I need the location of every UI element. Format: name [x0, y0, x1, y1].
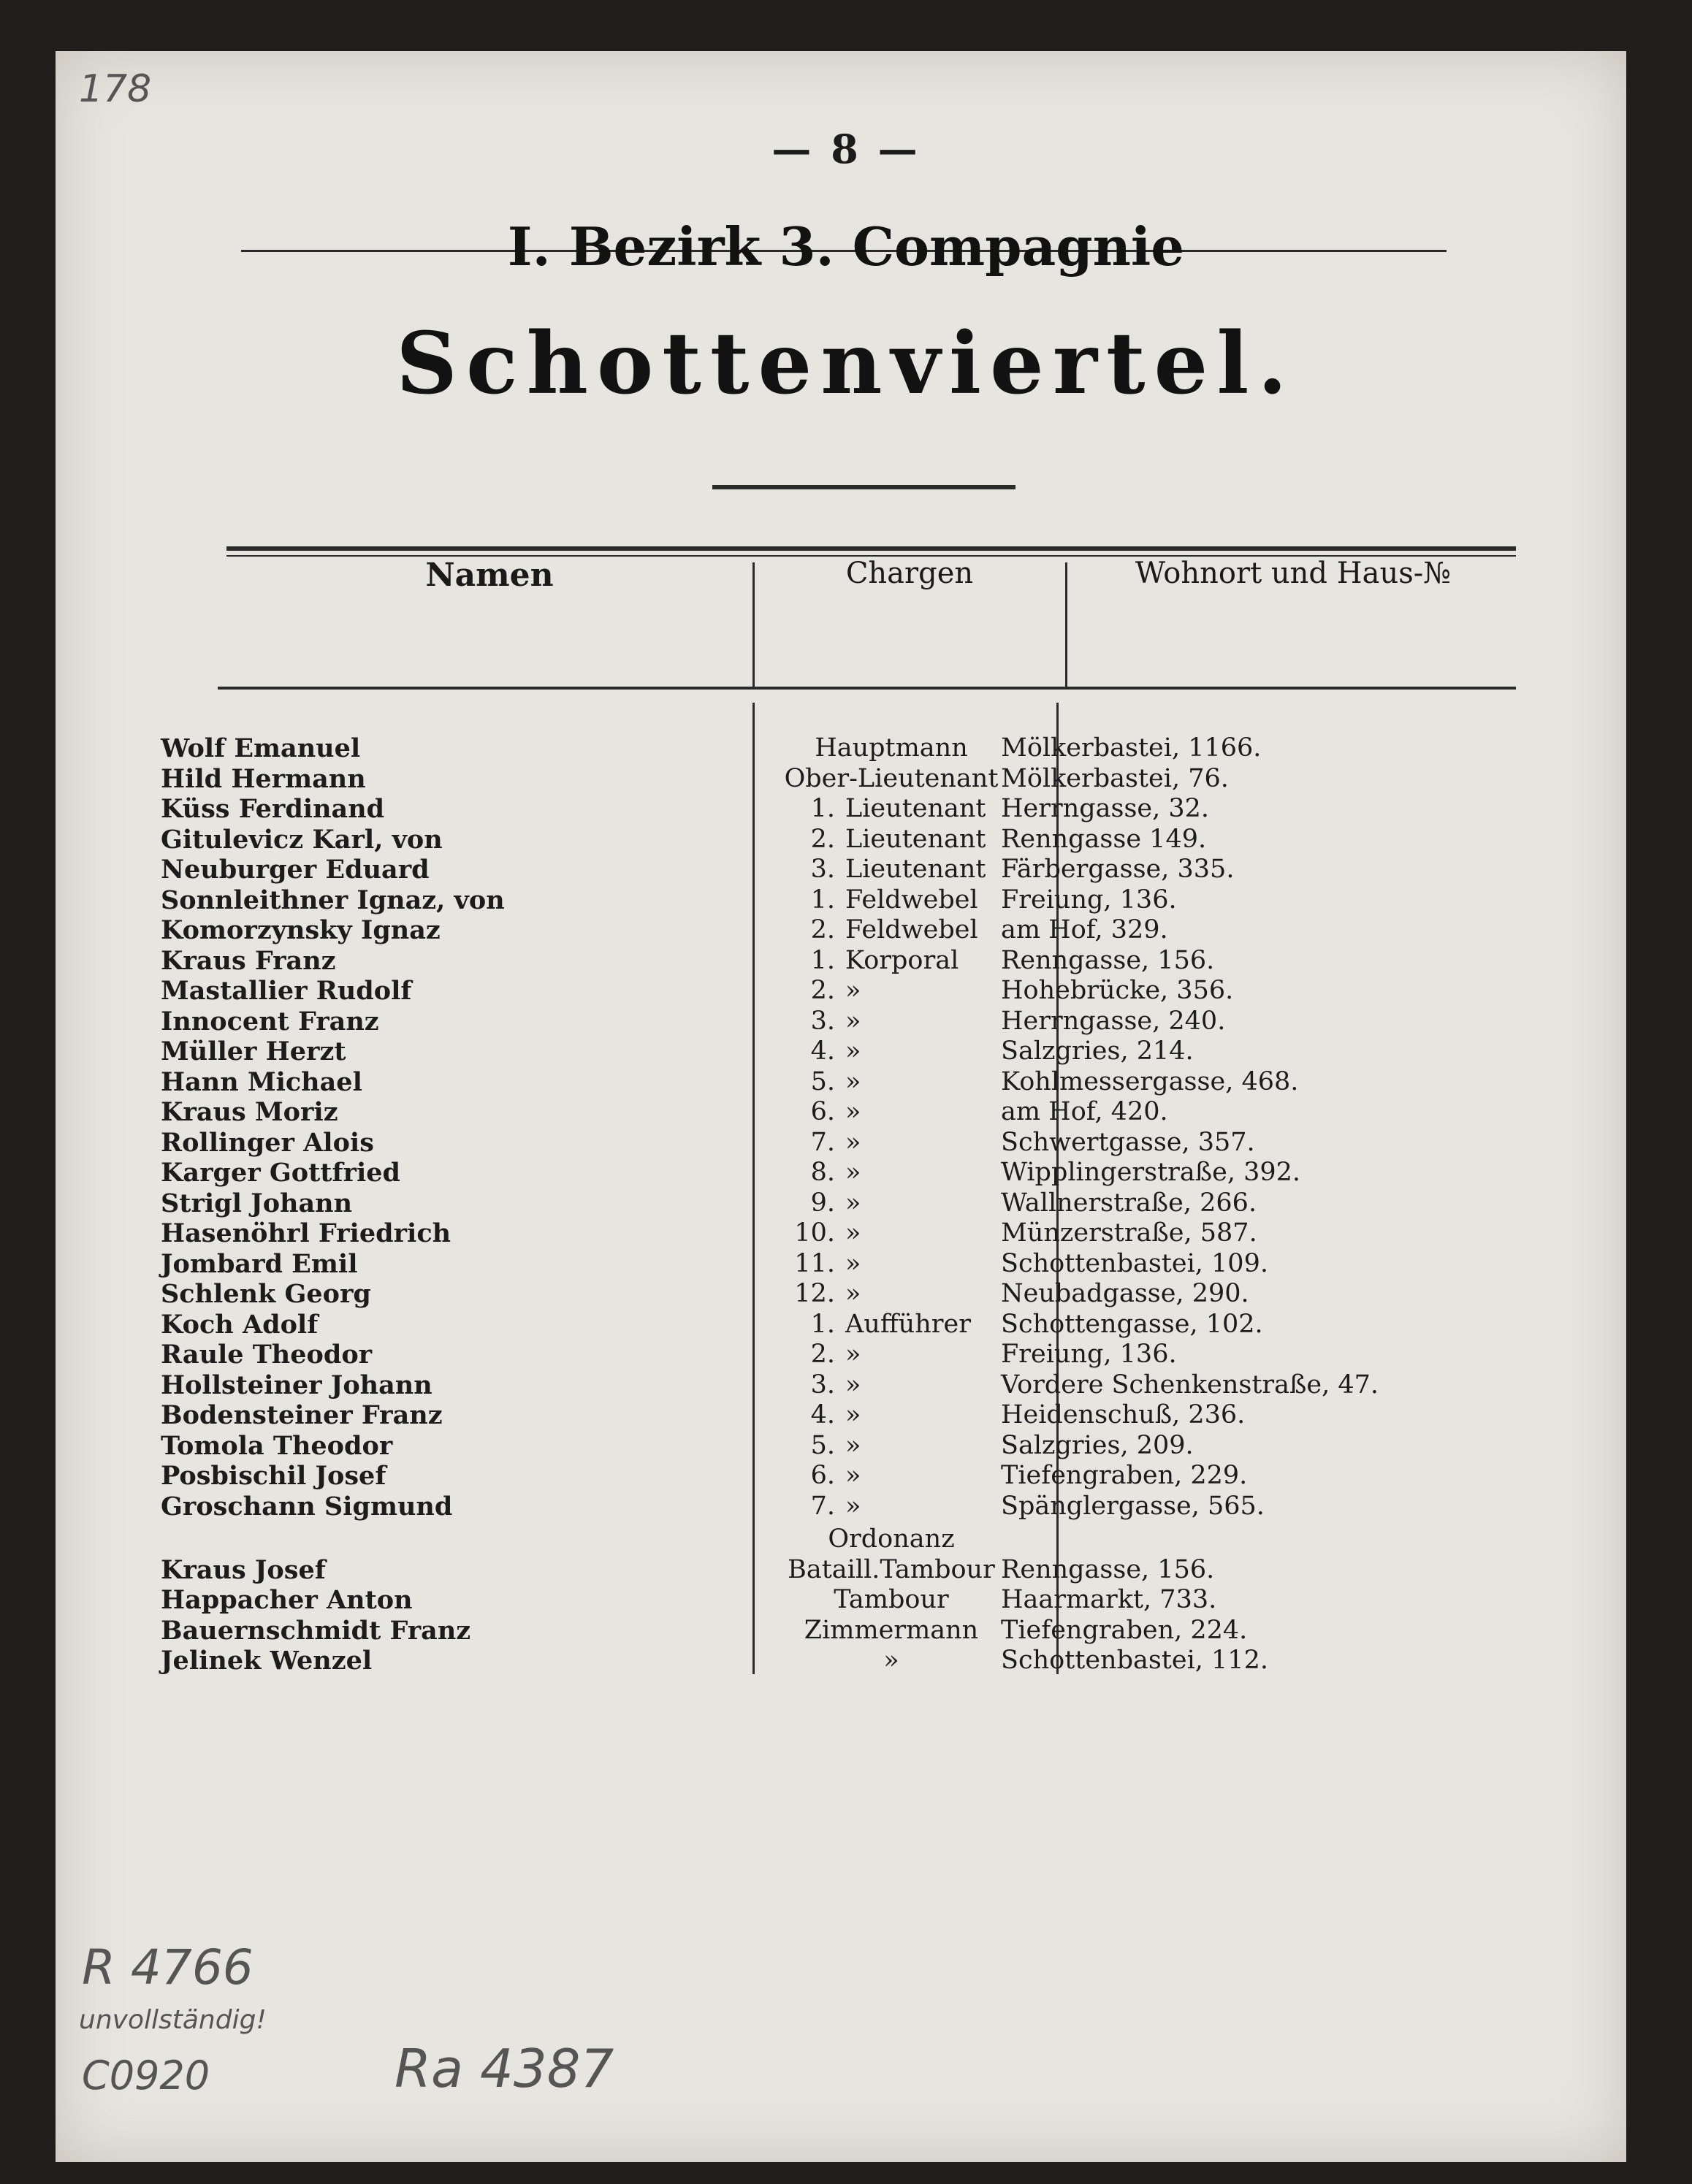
- rank-label: Zimmermann: [804, 1615, 979, 1645]
- rank-number: 3.: [810, 855, 835, 884]
- rank-number: 11.: [794, 1248, 835, 1278]
- table-row: [0, 885, 1692, 916]
- table-row: [0, 1158, 1692, 1188]
- table-row: [0, 855, 1692, 885]
- table-row: [0, 1492, 1692, 1522]
- title-underline: [712, 485, 1015, 489]
- table-row: [0, 794, 1692, 825]
- member-name: Groschann Sigmund: [161, 1491, 453, 1521]
- rank-number: 12.: [794, 1279, 835, 1308]
- table-row: [0, 825, 1692, 855]
- member-name: Jelinek Wenzel: [161, 1646, 373, 1676]
- rank-number: 1.: [810, 945, 835, 975]
- member-name: Schlenk Georg: [161, 1279, 371, 1309]
- member-address: Mölkerbastei, 1166.: [1001, 733, 1262, 763]
- member-address: Haarmarkt, 733.: [1001, 1585, 1217, 1614]
- rank-label: Ordonanz: [828, 1524, 955, 1554]
- annotation-top-left: 178: [79, 67, 152, 111]
- member-name: Happacher Anton: [161, 1585, 413, 1615]
- rank-label: »: [845, 1340, 861, 1369]
- member-address: Renngasse, 156.: [1001, 945, 1215, 975]
- rank-number: 2.: [810, 976, 835, 1005]
- rank-number: 2.: [810, 1340, 835, 1369]
- member-address: Färbergasse, 335.: [1001, 855, 1235, 884]
- member-address: Kohlmessergasse, 468.: [1001, 1066, 1299, 1096]
- member-address: Neubadgasse, 290.: [1001, 1279, 1249, 1308]
- rank-label: »: [845, 1461, 861, 1490]
- rank-number: 3.: [810, 1006, 835, 1036]
- rank-label: »: [845, 1066, 861, 1096]
- member-name: Wolf Emanuel: [161, 733, 361, 763]
- member-name: Tomola Theodor: [161, 1430, 393, 1461]
- rank-label: »: [845, 1097, 861, 1126]
- member-name: Jombard Emil: [161, 1248, 358, 1279]
- page-number: — 8 —: [771, 126, 921, 172]
- member-address: Mölkerbastei, 76.: [1001, 763, 1229, 793]
- table-top-rule-thick: [226, 546, 1516, 551]
- rank-label: Bataill.Tambour: [788, 1554, 995, 1584]
- member-address: am Hof, 420.: [1001, 1097, 1168, 1126]
- member-address: Hohebrücke, 356.: [1001, 976, 1234, 1005]
- annotation-bottom-2: unvollständig!: [79, 2005, 267, 2035]
- table-row: [0, 1646, 1692, 1676]
- column-header-address: Wohnort und Haus-№: [1135, 557, 1452, 590]
- rank-number: 5.: [810, 1066, 835, 1096]
- table-row: [0, 1340, 1692, 1370]
- member-address: Schottenbastei, 109.: [1001, 1248, 1268, 1278]
- rank-label: Lieutenant: [845, 794, 986, 823]
- rank-number: 4.: [810, 1036, 835, 1066]
- rank-label: Lieutenant: [845, 855, 986, 884]
- member-address: am Hof, 329.: [1001, 915, 1168, 944]
- header-bottom-rule: [218, 687, 1516, 690]
- member-name: Mastallier Rudolf: [161, 976, 412, 1006]
- district-title: I. Bezirk 3. Compagnie: [507, 215, 1185, 278]
- rank-label: »: [845, 1218, 861, 1248]
- rank-number: 7.: [810, 1491, 835, 1521]
- table-row: [0, 764, 1692, 795]
- rank-label: »: [845, 1491, 861, 1521]
- table-row: [0, 915, 1692, 946]
- table-row: [0, 1188, 1692, 1219]
- member-rank: [731, 1524, 1052, 1554]
- member-name: Hann Michael: [161, 1066, 362, 1097]
- rank-number: 1.: [810, 885, 835, 915]
- table-row: [0, 976, 1692, 1007]
- member-name: Müller Herzt: [161, 1036, 346, 1066]
- rank-label: Hauptmann: [815, 733, 968, 763]
- column-divider-2: [1065, 562, 1067, 687]
- member-address: Münzerstraße, 587.: [1001, 1218, 1257, 1248]
- member-name: Gitulevicz Karl, von: [161, 824, 443, 855]
- table-row: [0, 1128, 1692, 1158]
- annotation-bottom-4: Ra 4387: [395, 2038, 614, 2099]
- rank-label: »: [845, 1188, 861, 1218]
- annotation-bottom-3: C0920: [82, 2053, 210, 2099]
- table-row: [0, 1067, 1692, 1098]
- rank-label: »: [883, 1646, 899, 1675]
- member-address: Tiefengraben, 224.: [1001, 1615, 1248, 1645]
- table-row: [0, 1249, 1692, 1280]
- table-row: [0, 1431, 1692, 1462]
- table-row: [0, 1585, 1692, 1616]
- rank-number: 8.: [810, 1158, 835, 1187]
- member-name: Küss Ferdinand: [161, 794, 385, 824]
- member-address: Renngasse, 156.: [1001, 1554, 1215, 1584]
- member-name: Rollinger Alois: [161, 1127, 374, 1158]
- member-name: Neuburger Eduard: [161, 855, 430, 885]
- member-name: Posbischil Josef: [161, 1461, 386, 1491]
- table-row: [0, 1218, 1692, 1249]
- rank-number: 1.: [810, 794, 835, 823]
- annotation-bottom-1: R 4766: [82, 1939, 254, 1996]
- member-address: Schottengasse, 102.: [1001, 1309, 1263, 1339]
- rank-label: »: [845, 976, 861, 1005]
- rank-number: 6.: [810, 1097, 835, 1126]
- quarter-title: Schottenviertel.: [396, 314, 1296, 413]
- rank-label: Feldwebel: [845, 915, 978, 944]
- rank-label: Aufführer: [845, 1309, 971, 1339]
- member-address: Wallnerstraße, 266.: [1001, 1188, 1257, 1218]
- member-name: Komorzynsky Ignaz: [161, 915, 441, 945]
- member-address: Spänglergasse, 565.: [1001, 1491, 1265, 1521]
- member-address: Freiung, 136.: [1001, 885, 1177, 915]
- table-row: [0, 1400, 1692, 1431]
- table-row: [0, 1007, 1692, 1037]
- member-address: Salzgries, 214.: [1001, 1036, 1194, 1066]
- member-address: Heidenschuß, 236.: [1001, 1400, 1246, 1429]
- rank-number: 5.: [810, 1430, 835, 1460]
- member-name: Kraus Franz: [161, 945, 336, 976]
- rank-label: Lieutenant: [845, 824, 986, 854]
- member-address: Wipplingerstraße, 392.: [1001, 1158, 1301, 1187]
- rank-label: »: [845, 1158, 861, 1187]
- member-name: Hollsteiner Johann: [161, 1370, 432, 1400]
- rank-label: Korporal: [845, 945, 959, 975]
- table-row: [0, 1555, 1692, 1586]
- rank-label: Feldwebel: [845, 885, 978, 915]
- member-name: Hild Hermann: [161, 763, 366, 794]
- column-header-rank: Chargen: [845, 557, 974, 590]
- table-row: [0, 1616, 1692, 1646]
- rank-number: 10.: [794, 1218, 835, 1248]
- rank-label: »: [845, 1400, 861, 1429]
- member-name: Raule Theodor: [161, 1340, 373, 1370]
- member-address: Vordere Schenkenstraße, 47.: [1001, 1370, 1379, 1400]
- table-row: [0, 1524, 1692, 1555]
- column-divider-1: [752, 562, 755, 687]
- column-header-name: Namen: [425, 557, 554, 594]
- member-address: Schottenbastei, 112.: [1001, 1646, 1268, 1675]
- table-row: [0, 1370, 1692, 1401]
- rank-number: 9.: [810, 1188, 835, 1218]
- table-row: [0, 946, 1692, 977]
- rank-number: 1.: [810, 1309, 835, 1339]
- member-name: Sonnleithner Ignaz, von: [161, 885, 505, 915]
- rank-label: »: [845, 1370, 861, 1400]
- member-address: Salzgries, 209.: [1001, 1430, 1194, 1460]
- table-row: [0, 1461, 1692, 1492]
- member-name: Kraus Moriz: [161, 1097, 338, 1127]
- table-row: [0, 1097, 1692, 1128]
- rank-number: 7.: [810, 1127, 835, 1157]
- rank-label: »: [845, 1248, 861, 1278]
- rank-label: »: [845, 1036, 861, 1066]
- member-name: Strigl Johann: [161, 1188, 353, 1218]
- member-address: Freiung, 136.: [1001, 1340, 1177, 1369]
- rank-label: »: [845, 1127, 861, 1157]
- rank-label: Tambour: [834, 1585, 949, 1614]
- member-address: Tiefengraben, 229.: [1001, 1461, 1248, 1490]
- member-name: Bauernschmidt Franz: [161, 1615, 471, 1646]
- member-name: Innocent Franz: [161, 1006, 379, 1036]
- member-address: Schwertgasse, 357.: [1001, 1127, 1255, 1157]
- member-address: Herrngasse, 240.: [1001, 1006, 1226, 1036]
- member-name: Karger Gottfried: [161, 1158, 401, 1188]
- member-name: Koch Adolf: [161, 1309, 319, 1340]
- member-address: Renngasse 149.: [1001, 824, 1207, 854]
- rank-label: »: [845, 1279, 861, 1308]
- rank-number: 3.: [810, 1370, 835, 1400]
- rank-label: Ober-Lieutenant: [784, 763, 999, 793]
- table-row: [0, 1279, 1692, 1310]
- rank-number: 2.: [810, 915, 835, 944]
- rank-number: 2.: [810, 824, 835, 854]
- rank-label: »: [845, 1430, 861, 1460]
- table-row: [0, 733, 1692, 764]
- table-row: [0, 1310, 1692, 1340]
- rank-number: 6.: [810, 1461, 835, 1490]
- member-address: Herrngasse, 32.: [1001, 794, 1210, 823]
- member-name: Hasenöhrl Friedrich: [161, 1218, 451, 1248]
- rank-label: »: [845, 1006, 861, 1036]
- member-name: Kraus Josef: [161, 1554, 326, 1585]
- member-name: Bodensteiner Franz: [161, 1400, 443, 1430]
- rank-number: 4.: [810, 1400, 835, 1429]
- table-row: [0, 1036, 1692, 1067]
